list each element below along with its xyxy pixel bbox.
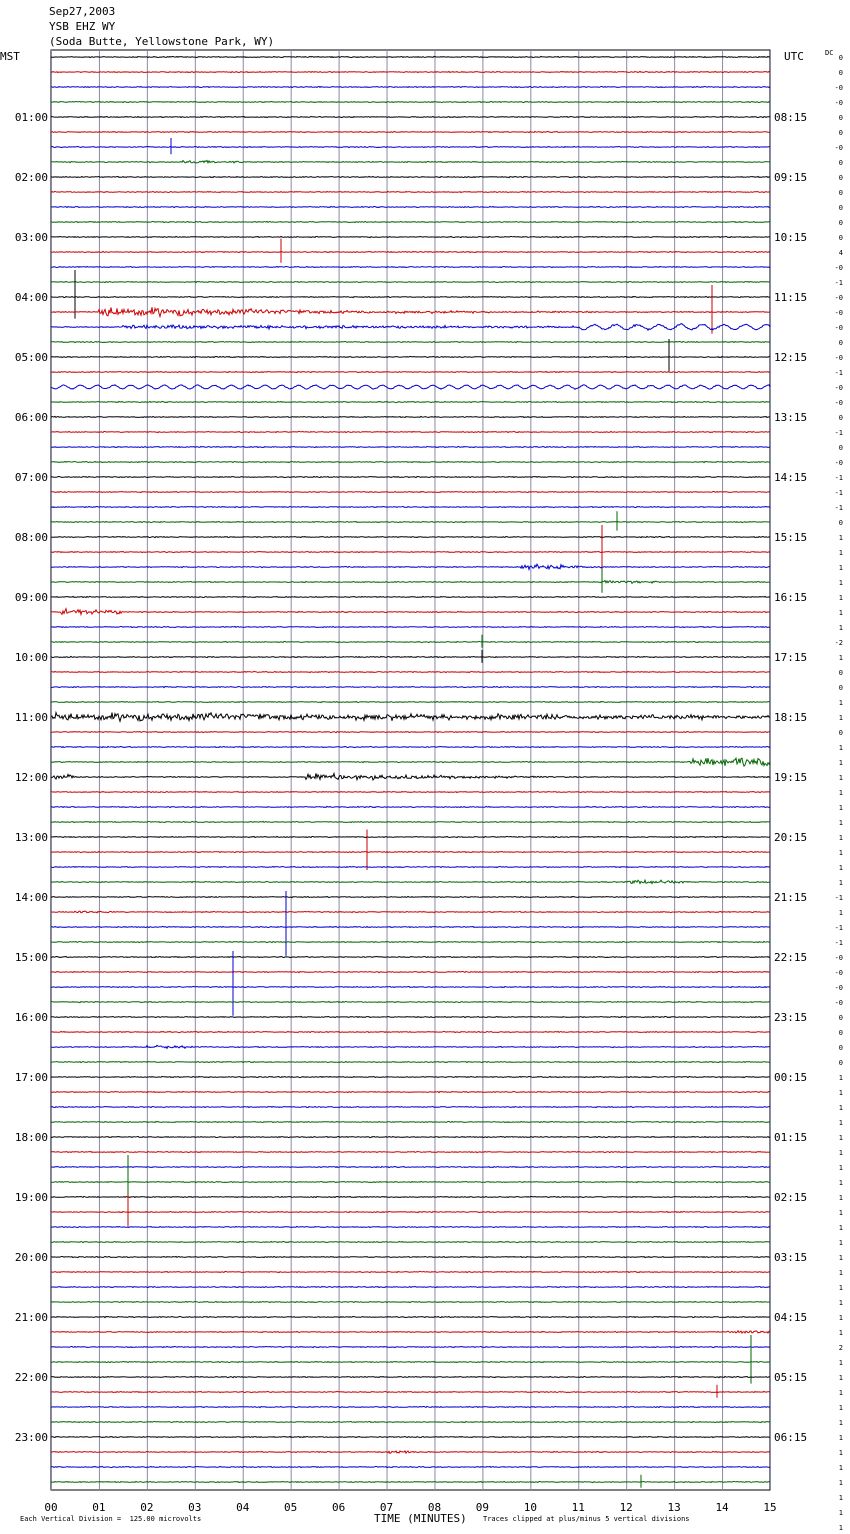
mst-hour-label: 23:00 [14,1431,48,1444]
trace-row [51,506,770,507]
trace-row [51,1331,770,1333]
dc-offset-label: -0 [834,354,843,362]
trace-row [51,1152,770,1153]
trace-row [51,461,770,462]
plot-frame [51,50,770,1490]
dc-offset-label: -0 [834,294,843,302]
trace-row [51,446,770,447]
footer-clip-note: Traces clipped at plus/minus 5 vertical divisions [483,1515,690,1523]
trace-row [51,266,770,267]
dc-offset-label: 1 [838,654,843,662]
mst-hour-label: 11:00 [14,711,48,724]
dc-offset-label: -0 [834,144,843,152]
trace-row [51,773,770,780]
trace-row [51,161,770,163]
title-location: (Soda Butte, Yellowstone Park, WY) [49,35,275,48]
dc-offset-label: 1 [838,1149,843,1157]
minute-tick-label: 05 [284,1501,298,1514]
dc-offset-label: 1 [838,534,843,542]
trace-row [51,596,770,597]
trace-row [51,609,770,615]
dc-offset-label: 1 [838,849,843,857]
trace-row [51,806,770,807]
dc-offset-label: 1 [838,1524,843,1532]
trace-row [51,101,770,102]
trace-row [51,236,770,237]
dc-offset-label: -0 [834,384,843,392]
utc-hour-label: 05:15 [774,1371,808,1384]
minute-tick-label: 01 [92,1501,106,1514]
trace-row [51,511,770,530]
trace-row [51,713,770,722]
trace-row [51,138,770,154]
trace-row [51,1346,770,1347]
minute-tick-label: 03 [188,1501,202,1514]
dc-offset-label: -0 [834,309,843,317]
mst-hour-label: 02:00 [14,171,48,184]
mst-hour-label: 06:00 [14,411,48,424]
dc-offset-label: 0 [838,1059,843,1067]
dc-offset-label: 1 [838,579,843,587]
trace-row [51,71,770,72]
dc-offset-label: 1 [838,609,843,617]
trace-row [51,701,770,702]
dc-offset-label: 1 [838,1299,843,1307]
dc-offset-label: 1 [838,1389,843,1397]
dc-offset-label: 1 [838,1254,843,1262]
minute-tick-label: 12 [619,1501,633,1514]
trace-row [51,941,770,942]
mst-hour-label: 07:00 [14,471,48,484]
trace-row [51,896,770,897]
mst-hour-label: 10:00 [14,651,48,664]
dc-offset-label: 1 [838,1434,843,1442]
dc-offset-label: 1 [838,1239,843,1247]
mst-hour-label: 08:00 [14,531,48,544]
trace-row [51,117,770,118]
trace-row [51,1475,770,1488]
trace-row [51,746,770,747]
dc-offset-label: 1 [838,1074,843,1082]
mst-hour-label: 15:00 [14,951,48,964]
trace-row [51,324,770,331]
trace-row [51,86,770,87]
trace-row [51,1286,770,1287]
trace-row [51,1226,770,1227]
trace-row [51,791,770,792]
dc-offset-label: 0 [838,684,843,692]
footer-scale-note: Each Vertical Division = 125.00 microvolts [20,1515,202,1523]
trace-row [51,891,770,956]
dc-offset-label: 0 [838,414,843,422]
dc-offset-label: 1 [838,1374,843,1382]
trace-row [51,191,770,192]
utc-hour-label: 02:15 [774,1191,808,1204]
dc-offset-label: 1 [838,1494,843,1502]
dc-offset-label: -1 [834,429,843,437]
dc-offset-label: 1 [838,759,843,767]
dc-offset-label: 1 [838,1464,843,1472]
trace-row [51,239,770,263]
trace-row [51,1045,770,1048]
trace-row [51,536,770,537]
dc-offset-label: 1 [838,774,843,782]
dc-offset-label: 1 [838,1329,843,1337]
dc-offset-label: 0 [838,1014,843,1022]
dc-offset-label: 0 [838,114,843,122]
mst-axis-label: MST [0,50,20,63]
utc-hour-label: 19:15 [774,771,808,784]
mst-hour-label: 04:00 [14,291,48,304]
utc-hour-label: 15:15 [774,531,808,544]
trace-row [51,1196,770,1197]
dc-offset-label: -1 [834,924,843,932]
dc-offset-label: 1 [838,1314,843,1322]
dc-offset-label: 0 [838,129,843,137]
trace-row [51,221,770,222]
dc-offset-label: 0 [838,69,843,77]
minute-tick-label: 09 [475,1501,490,1514]
dc-offset-label: 0 [838,189,843,197]
trace-row [51,1271,770,1272]
dc-offset-label: 1 [838,594,843,602]
trace-row [51,385,770,390]
utc-hour-label: 11:15 [774,291,808,304]
trace-row [51,1166,770,1167]
dc-offset-label: 1 [838,744,843,752]
dc-offset-label: 1 [838,1209,843,1217]
utc-hour-label: 08:15 [774,111,808,124]
mst-hour-label: 19:00 [14,1191,48,1204]
trace-row [51,176,770,177]
trace-row [51,56,770,57]
trace-row [51,1076,770,1077]
mst-hour-label: 12:00 [14,771,48,784]
trace-row [51,341,770,342]
minute-tick-label: 14 [715,1501,729,1514]
dc-offset-label: -0 [834,324,843,332]
utc-hour-label: 04:15 [774,1311,808,1324]
dc-offset-label: -0 [834,84,843,92]
trace-row [51,401,770,402]
trace-row [51,1061,770,1062]
trace-row [51,569,770,593]
dc-offset-label: -1 [834,939,843,947]
dc-offset-label: 0 [838,1029,843,1037]
dc-offset-label: 1 [838,1359,843,1367]
dc-offset-label: 1 [838,1449,843,1457]
trace-row [51,525,770,574]
dc-offset-label: -1 [834,279,843,287]
utc-hour-label: 03:15 [774,1251,808,1264]
dc-column-label: DC [825,49,834,57]
trace-row [51,431,770,432]
trace-row [51,1451,770,1454]
title-station: YSB EHZ WY [49,20,116,33]
trace-row [51,339,770,371]
dc-offset-label: 1 [838,1509,843,1517]
title-date: Sep27,2003 [49,5,116,18]
trace-row [51,1406,770,1407]
dc-offset-label: 0 [838,234,843,242]
trace-row [51,1376,770,1377]
dc-offset-label: 1 [838,909,843,917]
minute-tick-label: 10 [523,1501,537,1514]
dc-offset-label: -0 [834,969,843,977]
dc-offset-label: 1 [838,1269,843,1277]
mst-hour-label: 18:00 [14,1131,48,1144]
dc-offset-label: 1 [838,1224,843,1232]
mst-hour-label: 17:00 [14,1071,48,1084]
dc-offset-label: 1 [838,804,843,812]
trace-row [51,564,770,569]
trace-row [51,1194,770,1226]
trace-row [51,1241,770,1242]
trace-row [51,951,770,1016]
trace-row [51,821,770,822]
trace-row [51,971,770,972]
trace-row [51,1136,770,1137]
dc-offset-label: -0 [834,264,843,272]
trace-row [51,1031,770,1032]
trace-row [51,956,770,957]
dc-offset-label: 1 [838,879,843,887]
mst-hour-label: 03:00 [14,231,48,244]
dc-offset-label: 1 [838,1134,843,1142]
minute-tick-label: 08 [427,1501,442,1514]
trace-row [51,687,770,688]
utc-hour-label: 22:15 [774,951,808,964]
dc-offset-label: 1 [838,1179,843,1187]
trace-row [51,1106,770,1107]
minute-tick-label: 13 [667,1501,681,1514]
trace-row [51,371,770,372]
utc-hour-label: 06:15 [774,1431,808,1444]
utc-hour-label: 13:15 [774,411,808,424]
trace-row [51,1121,770,1122]
dc-offset-label: 0 [838,204,843,212]
dc-offset-label: -0 [834,399,843,407]
dc-offset-label: 0 [838,669,843,677]
mst-hour-label: 05:00 [14,351,48,364]
dc-offset-label: 2 [838,1344,843,1352]
footer-x-axis-label: TIME (MINUTES) [374,1512,467,1525]
dc-offset-label: 1 [838,789,843,797]
mst-hour-label: 14:00 [14,891,48,904]
dc-offset-label: 1 [838,714,843,722]
trace-row [51,732,770,733]
trace-row [51,1466,770,1467]
trace-row [51,1016,770,1017]
dc-offset-label: 1 [838,564,843,572]
utc-hour-label: 23:15 [774,1011,808,1024]
trace-row [51,866,770,867]
dc-offset-label: -0 [834,999,843,1007]
dc-offset-label: 1 [838,1419,843,1427]
dc-offset-label: 1 [838,624,843,632]
trace-row [51,671,770,672]
minute-tick-label: 06 [331,1501,346,1514]
trace-row [51,1256,770,1257]
dc-offset-label: 1 [838,1194,843,1202]
mst-hour-label: 20:00 [14,1251,48,1264]
utc-hour-label: 17:15 [774,651,808,664]
dc-offset-label: 1 [838,1284,843,1292]
minute-tick-label: 15 [763,1501,777,1514]
minute-tick-label: 02 [140,1501,154,1514]
trace-row [51,635,770,648]
dc-offset-label: 0 [838,519,843,527]
utc-hour-label: 10:15 [774,231,808,244]
dc-offset-label: 0 [838,1044,843,1052]
utc-axis-label: UTC [784,50,804,63]
dc-offset-label: -1 [834,894,843,902]
minute-tick-label: 07 [379,1501,394,1514]
mst-hour-label: 13:00 [14,831,48,844]
trace-row [51,911,770,913]
trace-row [51,491,770,492]
trace-row [51,477,770,478]
mst-hour-label: 09:00 [14,591,48,604]
trace-row [51,880,770,883]
dc-offset-label: 1 [838,699,843,707]
dc-offset-label: 4 [838,249,843,257]
dc-offset-label: -0 [834,459,843,467]
utc-hour-label: 09:15 [774,171,808,184]
dc-offset-label: 1 [838,834,843,842]
dc-offset-label: 1 [838,1089,843,1097]
mst-hour-label: 01:00 [14,111,48,124]
trace-row [51,1436,770,1437]
dc-offset-label: 0 [838,159,843,167]
dc-offset-label: -2 [834,639,843,647]
trace-row [51,206,770,207]
minute-tick-label: 11 [571,1501,585,1514]
dc-offset-label: -0 [834,954,843,962]
dc-offset-label: 0 [838,729,843,737]
utc-hour-label: 01:15 [774,1131,808,1144]
mst-hour-label: 16:00 [14,1011,48,1024]
dc-offset-label: -1 [834,474,843,482]
utc-hour-label: 21:15 [774,891,808,904]
dc-offset-label: -1 [834,369,843,377]
dc-offset-label: -0 [834,99,843,107]
trace-row [51,1385,770,1398]
dc-offset-label: 1 [838,1164,843,1172]
dc-offset-label: 0 [838,339,843,347]
dc-offset-label: 1 [838,864,843,872]
trace-row [51,1301,770,1302]
dc-offset-label: -1 [834,504,843,512]
dc-offset-label: 0 [838,219,843,227]
minute-tick-label: 04 [236,1501,250,1514]
dc-offset-label: 1 [838,1119,843,1127]
dc-offset-label: 0 [838,54,843,62]
trace-row [51,1421,770,1422]
mst-hour-label: 21:00 [14,1311,48,1324]
trace-row [51,650,770,663]
dc-offset-label: -1 [834,489,843,497]
trace-row [51,1317,770,1318]
minute-tick-label: 00 [44,1501,58,1514]
dc-offset-label: 0 [838,444,843,452]
trace-row [51,836,770,837]
dc-offset-label: 1 [838,1104,843,1112]
utc-hour-label: 00:15 [774,1071,808,1084]
utc-hour-label: 14:15 [774,471,808,484]
trace-row [51,1092,770,1093]
trace-row [51,416,770,417]
utc-hour-label: 16:15 [774,591,808,604]
dc-offset-label: 1 [838,819,843,827]
trace-row [51,830,770,871]
utc-hour-label: 20:15 [774,831,808,844]
trace-row [51,758,770,766]
dc-offset-label: 1 [838,1479,843,1487]
dc-offset-label: 1 [838,1404,843,1412]
trace-row [51,282,770,283]
dc-offset-label: 0 [838,174,843,182]
trace-row [51,131,770,132]
mst-hour-label: 22:00 [14,1371,48,1384]
dc-offset-label: 1 [838,549,843,557]
utc-hour-label: 12:15 [774,351,808,364]
trace-row [51,626,770,627]
trace-row [51,1001,770,1002]
dc-offset-label: -0 [834,984,843,992]
utc-hour-label: 18:15 [774,711,808,724]
